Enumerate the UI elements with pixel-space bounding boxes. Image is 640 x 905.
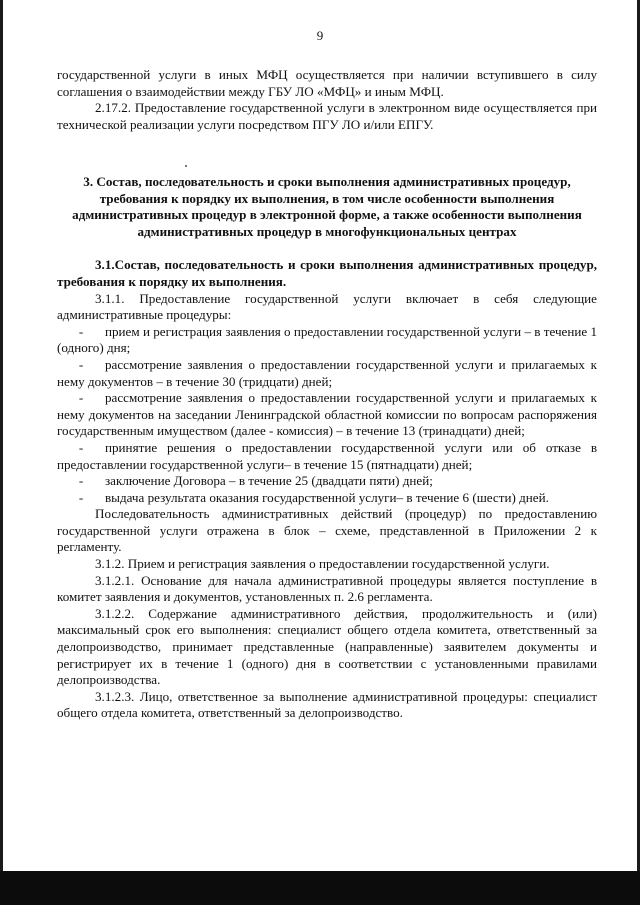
scan-bottom-bar <box>0 871 640 905</box>
list-dash: - <box>78 356 84 372</box>
list-dash: - <box>78 390 84 406</box>
list-item <box>57 490 597 507</box>
list-item <box>57 357 597 390</box>
procedure-list <box>57 324 597 507</box>
scan-border-left <box>0 0 3 905</box>
list-item <box>57 473 597 490</box>
paragraph-sequence: Последовательность административных действий (процедур) по предоставлению государственной услуги отражена в блок – схеме, представленной в Приложении 2 к регламенту. <box>57 506 597 555</box>
list-item-text: рассмотрение заявления о предоставлении государственной услуги и прилагаемых к нему документов – в течение 30 (тридцати) дней; <box>57 356 597 389</box>
paragraph-3-1-2-2: 3.1.2.2. Содержание административного действия, продолжительность и (или) максимальный срок его выполнения: специалист общего отдела комитета, ответственный за делопроизводство, принимает представленные (направленные) заявителем документы и регистрирует их в течение 1 (одного) дня в соответствии с установленными правилами делопроизводства. <box>57 605 597 688</box>
document-body <box>57 67 597 722</box>
list-item <box>57 324 597 357</box>
list-dash: - <box>78 323 84 339</box>
paragraph-3-1-1: 3.1.1. Предоставление государственной услуги включает в себя следующие административные процедуры: <box>57 290 597 323</box>
subsection-3-1-heading: 3.1.Состав, последовательность и сроки выполнения административных процедур, требования к порядку их выполнения. <box>57 257 597 289</box>
paragraph-3-1-2-3: 3.1.2.3. Лицо, ответственное за выполнение административной процедуры: специалист общего отдела комитета, ответственный за делопроизводство. <box>57 688 597 721</box>
list-item-text: выдача результата оказания государственной услуги– в течение 6 (шести) дней. <box>105 489 549 505</box>
paragraph-3-1-2-1: 3.1.2.1. Основание для начала административной процедуры является поступление в комитет заявления и документов, установленных п. 2.6 регламента. <box>57 572 597 605</box>
section-3-heading: 3. Состав, последовательность и сроки выполнения административных процедур, требования к порядку их выполнения, в том числе особенности выполнения административных процедур в электронной форме, а также особенности выполнения административных процедур в многофункциональных центрах <box>72 174 582 239</box>
list-item-text: прием и регистрация заявления о предоставлении государственной услуги – в течение 1 (одного) дня; <box>57 323 597 356</box>
list-item <box>57 440 597 473</box>
list-item <box>57 390 597 440</box>
list-item-text: заключение Договора – в течение 25 (двадцати пяти) дней; <box>105 473 433 489</box>
page-number: 9 <box>316 28 324 43</box>
list-dash: - <box>78 439 84 455</box>
list-dash: - <box>78 489 84 505</box>
paragraph-3-1-2: 3.1.2. Прием и регистрация заявления о предоставлении государственной услуги. <box>95 556 550 572</box>
list-item-text: принятие решения о предоставлении государственной услуги или об отказе в предоставлении государственной услуги– в течение 15 (пятнадцати) дней; <box>57 439 597 472</box>
paragraph-continuation: государственной услуги в иных МФЦ осуществляется при наличии вступившего в силу соглашения о взаимодействии между ГБУ ЛО «МФЦ» и иным МФЦ. <box>57 67 597 99</box>
paragraph-2-17-2: 2.17.2. Предоставление государственной услуги в электронном виде осуществляется при технической реализации услуги посредством ПГУ ЛО и/или ЕПГУ. <box>57 100 597 132</box>
list-dash: - <box>78 473 84 489</box>
list-item-text: рассмотрение заявления о предоставлении государственной услуги и прилагаемых к нему документов на заседании Ленинградской областной комиссии по вопросам распоряжения государственным имуществом (далее - комиссия) – в течение 13 (тринадцати) дней; <box>57 390 597 439</box>
